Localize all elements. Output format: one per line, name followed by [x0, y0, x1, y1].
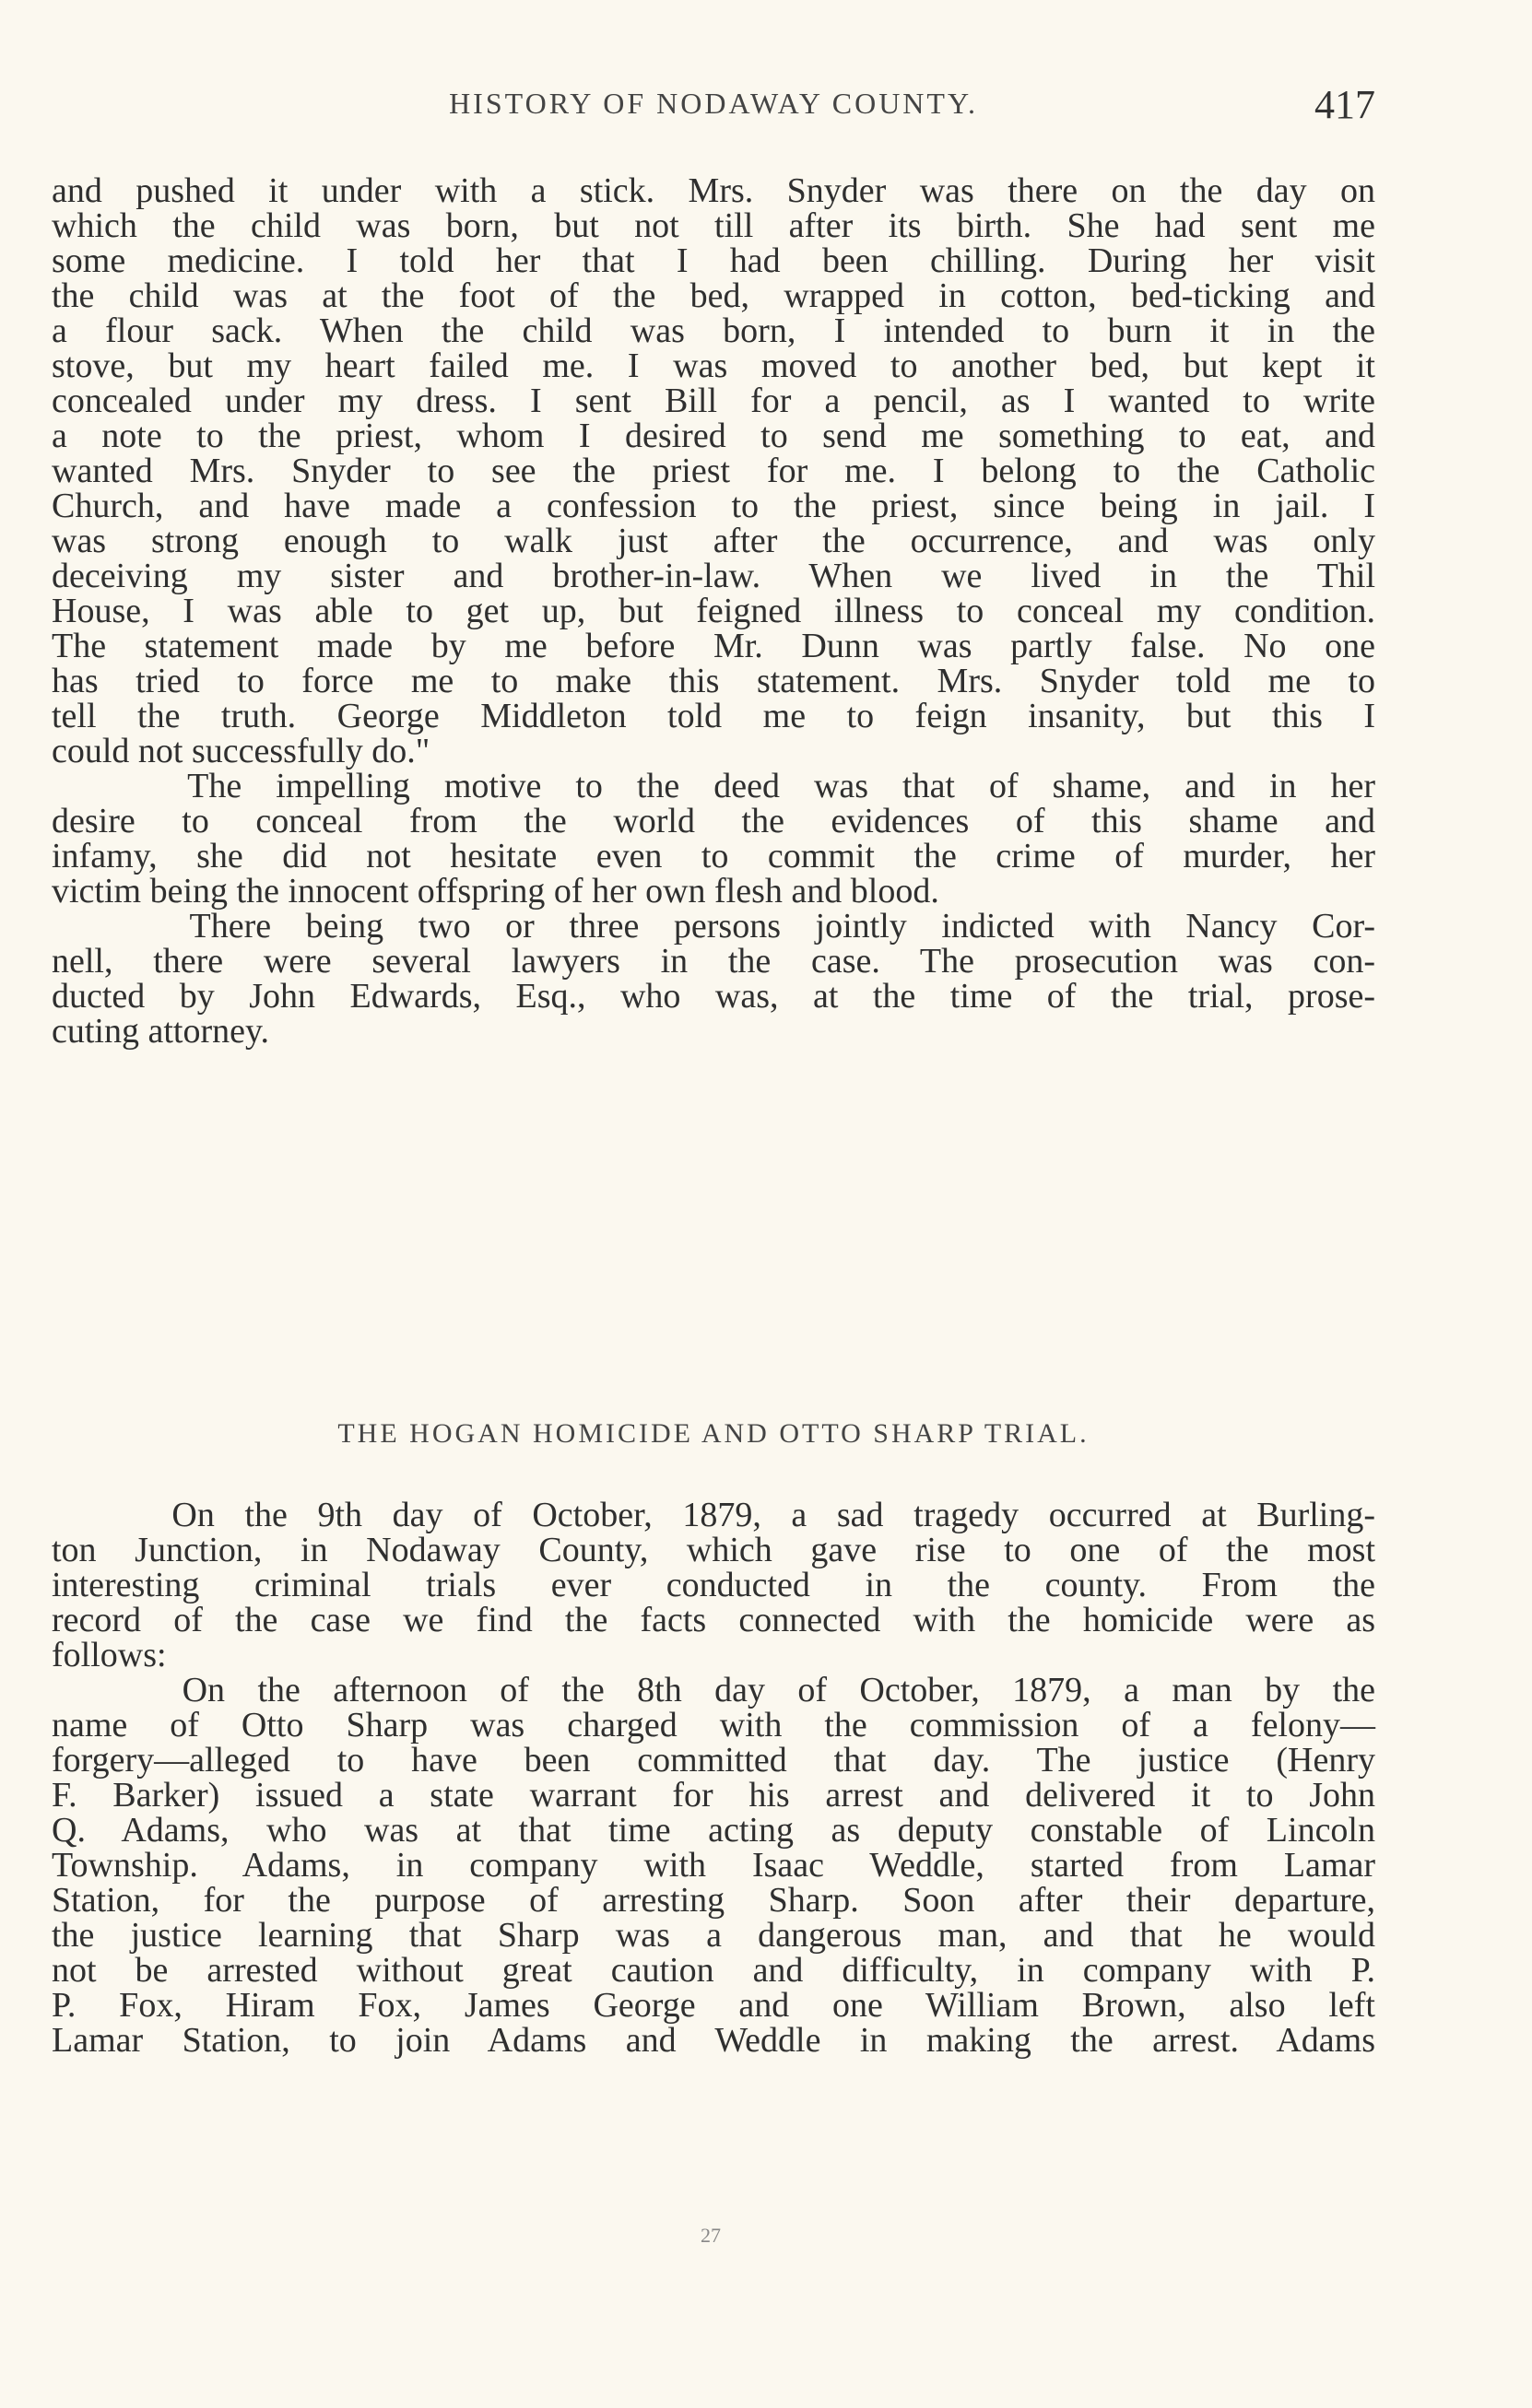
text-line: Township. Adams, in company with Isaac Weddle, started from Lamar: [52, 1846, 1375, 1885]
text-line: the justice learning that Sharp was a dangerous man, and that he would: [52, 1916, 1375, 1955]
text-line: nell, there were several lawyers in the case. The prosecution was con-: [52, 942, 1375, 981]
paragraph-tragedy: [52, 1491, 1375, 1674]
text-line: a flour sack. When the child was born, I intended to burn it in the: [52, 311, 1375, 350]
body-text-lower: [52, 1491, 1375, 2060]
text-line: F. Barker) issued a state warrant for his arrest and delivered it to John: [52, 1776, 1375, 1815]
paragraph-motive: [52, 763, 1375, 910]
text-line: has tried to force me to make this statement. Mrs. Snyder told me to: [52, 662, 1375, 700]
text-line: the child was at the foot of the bed, wrapped in cotton, bed-ticking and: [52, 276, 1375, 315]
text-line: wanted Mrs. Snyder to see the priest for me. I belong to the Catholic: [52, 452, 1375, 490]
text-line: record of the case we find the facts connected with the homicide were as: [52, 1601, 1375, 1639]
text-line: ducted by John Edwards, Esq., who was, at the time of the trial, prose-: [52, 977, 1375, 1016]
text-line: There being two or three persons jointly indicted with Nancy Cor-: [52, 907, 1375, 946]
running-head: [52, 81, 1375, 136]
page-number: 417: [1314, 82, 1375, 127]
text-line: The impelling motive to the deed was that of shame, and in her: [52, 767, 1375, 805]
text-line: victim being the innocent offspring of her own flesh and blood.: [52, 872, 939, 910]
text-line: a note to the priest, whom I desired to send me something to eat, and: [52, 417, 1375, 455]
text-line: ton Junction, in Nodaway County, which gave rise to one of the most: [52, 1531, 1375, 1569]
text-line: On the afternoon of the 8th day of October, 1879, a man by the: [52, 1671, 1375, 1709]
paragraph-lawyers: [52, 903, 1375, 1051]
text-line: interesting criminal trials ever conducted in the county. From the: [52, 1566, 1375, 1604]
section-heading: THE HOGAN HOMICIDE AND OTTO SHARP TRIAL.: [337, 1418, 1090, 1449]
text-line: Station, for the purpose of arresting Sharp. Soon after their departure,: [52, 1881, 1375, 1920]
text-line: name of Otto Sharp was charged with the commission of a felony—: [52, 1706, 1375, 1744]
text-line: cuting attorney.: [52, 1012, 270, 1051]
text-line: stove, but my heart failed me. I was moved to another bed, but kept it: [52, 347, 1375, 385]
text-line: was strong enough to walk just after the occurrence, and was only: [52, 522, 1375, 560]
text-line: which the child was born, but not till after its birth. She had sent me: [52, 206, 1375, 245]
text-line: Church, and have made a confession to the priest, since being in jail. I: [52, 487, 1375, 525]
text-line: On the 9th day of October, 1879, a sad tragedy occurred at Burling-: [52, 1496, 1375, 1534]
text-line: follows:: [52, 1636, 167, 1674]
text-line: and pushed it under with a stick. Mrs. Snyder was there on the day on: [52, 171, 1375, 210]
text-line: concealed under my dress. I sent Bill for a pencil, as I wanted to write: [52, 382, 1375, 420]
text-line: forgery—alleged to have been committed that day. The justice (Henry: [52, 1741, 1375, 1780]
text-line: tell the truth. George Middleton told me to feign insanity, but this I: [52, 697, 1375, 735]
text-line: deceiving my sister and brother-in-law. When we lived in the Thil: [52, 557, 1375, 595]
text-line: could not successfully do.": [52, 732, 430, 770]
paragraph-arrest: [52, 1666, 1375, 2060]
text-line: some medicine. I told her that I had been chilling. During her visit: [52, 241, 1375, 280]
text-line: infamy, she did not hesitate even to commit the crime of murder, her: [52, 837, 1375, 875]
text-line: Q. Adams, who was at that time acting as deputy constable of Lincoln: [52, 1811, 1375, 1850]
signature-mark: 27: [701, 2224, 721, 2247]
text-line: desire to conceal from the world the evidences of this shame and: [52, 802, 1375, 840]
text-line: P. Fox, Hiram Fox, James George and one William Brown, also left: [52, 1986, 1375, 2025]
running-title: HISTORY OF NODAWAY COUNTY.: [449, 87, 978, 120]
paragraph-statement: [52, 168, 1375, 770]
body-text-upper: [52, 168, 1375, 1051]
text-line: Lamar Station, to join Adams and Weddle in making the arrest. Adams: [52, 2021, 1375, 2060]
text-line: not be arrested without great caution and difficulty, in company with P.: [52, 1951, 1375, 1990]
text-line: House, I was able to get up, but feigned illness to conceal my condition.: [52, 592, 1375, 630]
text-line: The statement made by me before Mr. Dunn was partly false. No one: [52, 627, 1375, 665]
